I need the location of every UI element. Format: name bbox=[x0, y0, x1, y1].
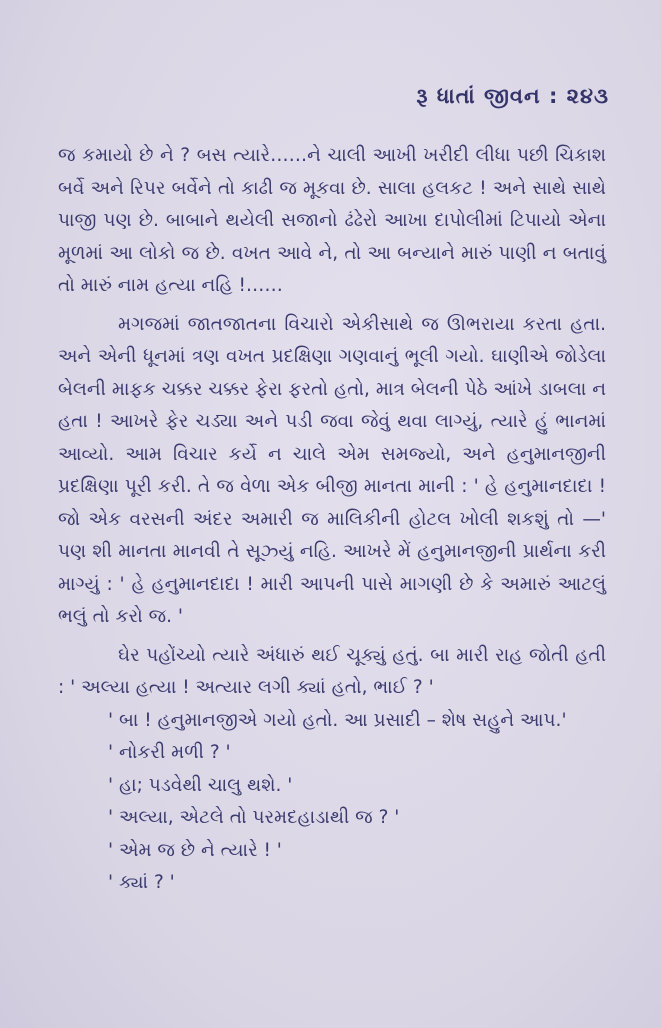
dialogue-line: ' હા; પડવેથી ચાલુ થશે. ' bbox=[108, 774, 293, 796]
dialogue-line: ' બા ! હનુમાનજીએ ગયો હતો. આ પ્રસાદી – શેષ સહુને આપ.' bbox=[108, 709, 567, 731]
body-text bbox=[58, 140, 606, 900]
dialogue-line: ' અલ્યા, એટલે તો પરમદહાડાથી જ ? ' bbox=[108, 807, 400, 828]
paragraph: ઘેર પહોંચ્યો ત્યારે અંધારું થઈ ચૂક્યું હતું. બા મારી રાહ જોતી હતી : ' અલ્યા હત્યા ! અત્યાર લગી ક્યાં હતો, ભાઈ ? ' bbox=[58, 644, 606, 698]
paragraph: મગજમાં જાતજાતના વિચારો એકીસાથે જ ઊભરાયા કરતા હતા. અને એની ધૂનમાં ત્રણ વખત પ્રદક્ષિણા ગણવાનું ભૂલી ગયો. ઘાણીએ જોડેલા બેલની માફક ચક્કર ચક્કર ફેરા ફરતો હતો, માત્ર બેલની પેઠે આંખે ડાબલા ન હતા ! આખરે ફેર ચડ્યા અને પડી જવા જેવું થવા લાગ્યું, ત્યારે હું ભાનમાં આવ્યો. આમ વિચાર કર્યે ન ચાલે એમ સમજ્યો, અને હનુમાનજીની પ્રદક્ષિણા પૂરી કરી. તે જ વેળા એક બીજી માનતા માની : ' હે હનુમાનદાદા ! જો એક વરસની અંદર અમારી જ માલિકીની હોટલ ખોલી શકશું તો —' પણ શી માનતા માનવી તે સૂઝ્યું નહિ. આખરે મેં હનુમાનજીની પ્રાર્થના કરી માગ્યું : ' હે હનુમાનદાદા ! મારી આપની પાસે માગણી છે કે અમારું આટલું ભલું તો કરો જ. ' bbox=[58, 313, 606, 627]
dialogue-line: ' ક્યાં ? ' bbox=[108, 872, 175, 893]
paragraph: જ કમાયો છે ને ? બસ ત્યારે……ને ચાલી આખી ખરીદી લીધા પછી ચિકાશ બર્વે અને રિપર બર્વેને તો કાઢી જ મૂકવા છે. સાલા હલકટ ! અને સાથે સાથે પાજી પણ છે. બાબાને થયેલી સજાનો ઢંઢેરો આખા દાપોલીમાં ટિપાયો એના મૂળમાં આ લોકો જ છે. વખત આવે ને, તો આ બન્યાને મારું પાણી ન બતાવું તો મારું નામ હત્યા નહિ !…… bbox=[58, 145, 606, 296]
dialogue-line: ' એમ જ છે ને ત્યારે ! ' bbox=[108, 839, 282, 861]
dialogue-line: ' નોકરી મળી ? ' bbox=[108, 742, 231, 763]
running-header: રૂ ધાતાં જીવન : ૨૪૩ bbox=[416, 84, 609, 108]
